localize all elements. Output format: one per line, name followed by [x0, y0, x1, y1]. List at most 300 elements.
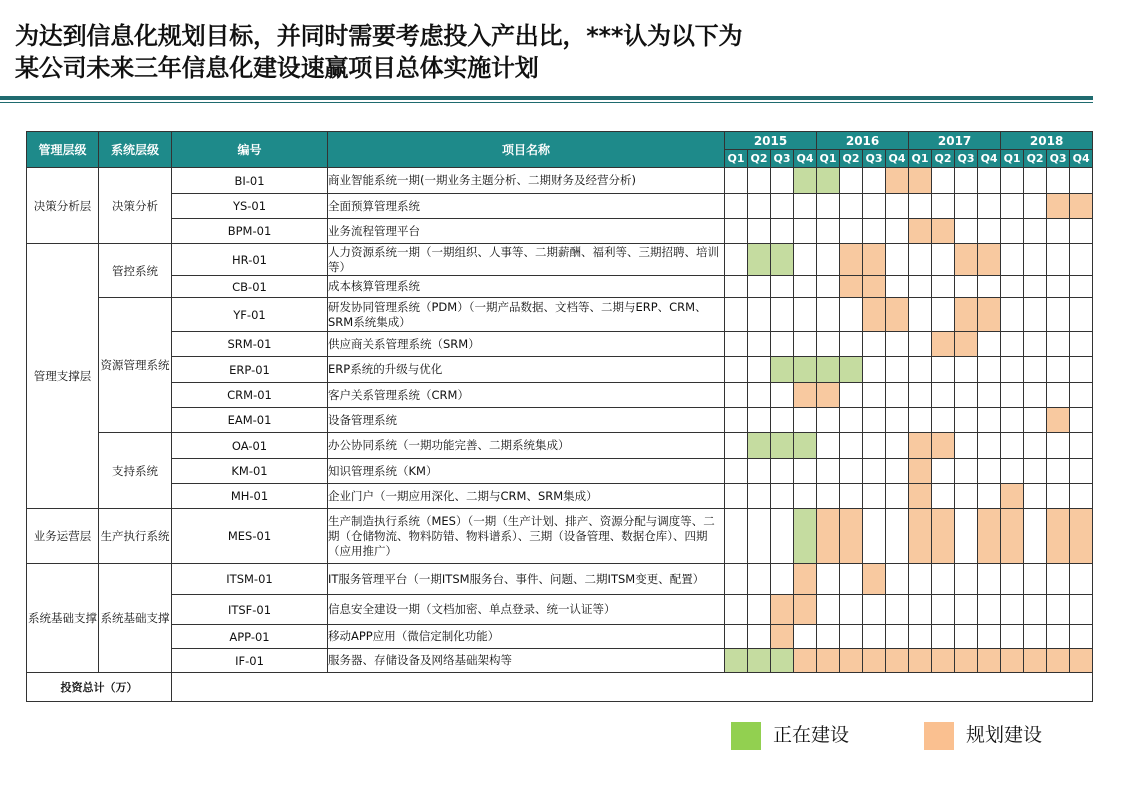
timeline-cell-in-progress: [748, 244, 771, 276]
timeline-cell-empty: [1070, 408, 1093, 433]
timeline-cell-empty: [794, 219, 817, 244]
project-code: CB-01: [172, 276, 328, 298]
timeline-cell-empty: [978, 408, 1001, 433]
timeline-cell-empty: [748, 484, 771, 509]
timeline-cell-in-progress: [817, 168, 840, 194]
timeline-cell-empty: [1024, 298, 1047, 332]
project-code: ITSF-01: [172, 595, 328, 625]
timeline-cell-empty: [1047, 168, 1070, 194]
timeline-cell-empty: [863, 459, 886, 484]
timeline-cell-empty: [817, 564, 840, 595]
quarter-header: Q1: [725, 150, 748, 168]
timeline-cell-planned: [863, 649, 886, 673]
timeline-cell-empty: [725, 357, 748, 383]
table-row: [27, 649, 1093, 673]
project-name: 办公协同系统（一期功能完善、二期系统集成）: [328, 433, 725, 459]
timeline-cell-empty: [955, 408, 978, 433]
project-name: ERP系统的升级与优化: [328, 357, 725, 383]
timeline-cell-planned: [863, 244, 886, 276]
timeline-cell-empty: [909, 276, 932, 298]
timeline-cell-empty: [1070, 433, 1093, 459]
project-code: MES-01: [172, 509, 328, 564]
timeline-cell-empty: [771, 194, 794, 219]
project-name: 商业智能系统一期(一期业务主题分析、二期财务及经营分析): [328, 168, 725, 194]
timeline-cell-empty: [932, 383, 955, 408]
timeline-cell-empty: [863, 332, 886, 357]
timeline-cell-empty: [725, 408, 748, 433]
timeline-cell-empty: [1001, 194, 1024, 219]
timeline-cell-empty: [886, 194, 909, 219]
timeline-cell-planned: [955, 332, 978, 357]
timeline-cell-planned: [932, 219, 955, 244]
table-row: [27, 484, 1093, 509]
timeline-cell-empty: [886, 564, 909, 595]
header-mgmt-level: 管理层级: [27, 132, 99, 168]
timeline-cell-empty: [1024, 459, 1047, 484]
timeline-cell-empty: [725, 459, 748, 484]
timeline-cell-empty: [886, 276, 909, 298]
quarter-header: Q3: [771, 150, 794, 168]
project-code: CRM-01: [172, 383, 328, 408]
timeline-cell-empty: [863, 408, 886, 433]
project-name: 供应商关系管理系统（SRM）: [328, 332, 725, 357]
table-row: [27, 408, 1093, 433]
legend-label-planned: 规划建设: [966, 724, 1043, 746]
mgmt-level-cell: 业务运营层: [27, 509, 99, 564]
timeline-cell-planned: [932, 509, 955, 564]
timeline-cell-in-progress: [794, 509, 817, 564]
table-row: [27, 298, 1093, 332]
timeline-cell-empty: [748, 509, 771, 564]
quarter-header: Q4: [886, 150, 909, 168]
timeline-cell-planned: [794, 649, 817, 673]
timeline-cell-empty: [1024, 194, 1047, 219]
timeline-cell-empty: [932, 459, 955, 484]
mgmt-level-cell: 管理支撑层: [27, 244, 99, 509]
sys-level-cell: 资源管理系统: [99, 298, 172, 433]
timeline-cell-empty: [817, 625, 840, 649]
timeline-cell-empty: [863, 484, 886, 509]
timeline-cell-empty: [886, 484, 909, 509]
timeline-cell-planned: [840, 509, 863, 564]
quarter-header: Q1: [1001, 150, 1024, 168]
timeline-cell-empty: [725, 298, 748, 332]
timeline-cell-empty: [1070, 459, 1093, 484]
table-row: [27, 332, 1093, 357]
timeline-cell-empty: [725, 244, 748, 276]
legend-swatch-planned: [924, 722, 954, 750]
timeline-cell-planned: [886, 168, 909, 194]
timeline-cell-empty: [1024, 484, 1047, 509]
timeline-cell-planned: [1024, 649, 1047, 673]
timeline-cell-empty: [771, 383, 794, 408]
timeline-cell-empty: [1047, 625, 1070, 649]
timeline-cell-empty: [1001, 625, 1024, 649]
timeline-cell-empty: [840, 168, 863, 194]
timeline-cell-empty: [909, 408, 932, 433]
header-name: 项目名称: [328, 132, 725, 168]
timeline-cell-empty: [886, 595, 909, 625]
timeline-cell-empty: [863, 383, 886, 408]
sys-level-cell: 管控系统: [99, 244, 172, 298]
legend-label-in-progress: 正在建设: [773, 724, 850, 746]
title-line-1: 为达到信息化规划目标，并同时需要考虑投入产出比，***认为以下为: [15, 22, 743, 50]
timeline-cell-in-progress: [771, 433, 794, 459]
timeline-cell-empty: [955, 433, 978, 459]
timeline-cell-empty: [886, 383, 909, 408]
timeline-cell-planned: [794, 564, 817, 595]
timeline-cell-empty: [725, 383, 748, 408]
project-code: MH-01: [172, 484, 328, 509]
timeline-cell-empty: [863, 194, 886, 219]
timeline-cell-empty: [1047, 219, 1070, 244]
quarter-header: Q3: [863, 150, 886, 168]
project-code: SRM-01: [172, 332, 328, 357]
project-name: 业务流程管理平台: [328, 219, 725, 244]
title-divider: [0, 96, 1093, 100]
timeline-cell-planned: [840, 244, 863, 276]
timeline-cell-in-progress: [725, 649, 748, 673]
year-header: 2016: [817, 132, 909, 150]
timeline-cell-empty: [725, 595, 748, 625]
mgmt-level-cell: 决策分析层: [27, 168, 99, 244]
timeline-cell-planned: [909, 484, 932, 509]
timeline-cell-empty: [886, 357, 909, 383]
timeline-cell-in-progress: [748, 433, 771, 459]
timeline-cell-planned: [1070, 509, 1093, 564]
timeline-cell-empty: [840, 433, 863, 459]
timeline-cell-planned: [909, 433, 932, 459]
timeline-cell-planned: [978, 509, 1001, 564]
project-name: 人力资源系统一期（一期组织、人事等、二期薪酬、福利等、三期招聘、培训等）: [328, 244, 725, 276]
page-title: [15, 20, 742, 84]
timeline-cell-empty: [840, 484, 863, 509]
timeline-cell-empty: [1047, 244, 1070, 276]
timeline-cell-planned: [932, 649, 955, 673]
timeline-cell-empty: [909, 332, 932, 357]
timeline-cell-empty: [932, 484, 955, 509]
timeline-cell-empty: [1001, 298, 1024, 332]
timeline-cell-empty: [748, 219, 771, 244]
timeline-cell-empty: [840, 625, 863, 649]
timeline-cell-planned: [909, 509, 932, 564]
quarter-header: Q2: [1024, 150, 1047, 168]
timeline-cell-empty: [725, 168, 748, 194]
timeline-cell-empty: [1001, 564, 1024, 595]
timeline-cell-planned: [978, 298, 1001, 332]
timeline-cell-planned: [1070, 194, 1093, 219]
timeline-cell-planned: [1070, 649, 1093, 673]
timeline-cell-in-progress: [771, 357, 794, 383]
timeline-cell-empty: [955, 383, 978, 408]
timeline-cell-empty: [955, 357, 978, 383]
timeline-cell-empty: [817, 194, 840, 219]
timeline-cell-empty: [794, 194, 817, 219]
year-header: 2018: [1001, 132, 1093, 150]
timeline-cell-in-progress: [817, 357, 840, 383]
timeline-cell-empty: [748, 595, 771, 625]
timeline-cell-empty: [1070, 625, 1093, 649]
table-row: [27, 276, 1093, 298]
timeline-cell-empty: [863, 168, 886, 194]
timeline-cell-empty: [886, 459, 909, 484]
project-code: YS-01: [172, 194, 328, 219]
timeline-cell-planned: [863, 276, 886, 298]
timeline-cell-empty: [1024, 408, 1047, 433]
project-code: BPM-01: [172, 219, 328, 244]
timeline-cell-empty: [1001, 595, 1024, 625]
timeline-cell-planned: [1001, 484, 1024, 509]
timeline-cell-empty: [909, 194, 932, 219]
timeline-cell-planned: [863, 298, 886, 332]
sys-level-cell: 系统基础支撑: [99, 564, 172, 673]
timeline-cell-planned: [771, 595, 794, 625]
timeline-cell-planned: [817, 649, 840, 673]
table-row: [27, 168, 1093, 194]
timeline-cell-planned: [1047, 649, 1070, 673]
implementation-plan-table: [26, 131, 1093, 702]
timeline-cell-empty: [863, 433, 886, 459]
quarter-header: Q4: [978, 150, 1001, 168]
table-row: [27, 357, 1093, 383]
quarter-header: Q4: [1070, 150, 1093, 168]
header-sys-level: 系统层级: [99, 132, 172, 168]
timeline-cell-empty: [794, 459, 817, 484]
timeline-cell-empty: [794, 244, 817, 276]
timeline-cell-empty: [840, 408, 863, 433]
timeline-cell-empty: [1001, 332, 1024, 357]
timeline-cell-planned: [978, 649, 1001, 673]
timeline-cell-empty: [863, 595, 886, 625]
timeline-cell-empty: [1070, 276, 1093, 298]
quarter-header: Q3: [955, 150, 978, 168]
timeline-cell-in-progress: [771, 649, 794, 673]
timeline-cell-empty: [1001, 408, 1024, 433]
timeline-cell-empty: [771, 459, 794, 484]
timeline-cell-empty: [840, 298, 863, 332]
project-code: HR-01: [172, 244, 328, 276]
timeline-cell-empty: [1070, 298, 1093, 332]
timeline-cell-empty: [748, 298, 771, 332]
investment-total-value: [172, 673, 1093, 702]
project-code: APP-01: [172, 625, 328, 649]
investment-total-row: [27, 673, 1093, 702]
timeline-cell-planned: [909, 459, 932, 484]
table-row: [27, 564, 1093, 595]
timeline-cell-planned: [886, 298, 909, 332]
timeline-cell-empty: [886, 509, 909, 564]
timeline-cell-empty: [932, 244, 955, 276]
timeline-cell-empty: [794, 298, 817, 332]
timeline-cell-empty: [794, 332, 817, 357]
timeline-cell-empty: [1024, 509, 1047, 564]
timeline-cell-empty: [909, 383, 932, 408]
timeline-cell-empty: [840, 459, 863, 484]
timeline-cell-empty: [1070, 168, 1093, 194]
timeline-cell-empty: [771, 332, 794, 357]
timeline-cell-empty: [932, 595, 955, 625]
timeline-cell-empty: [771, 298, 794, 332]
timeline-cell-in-progress: [794, 433, 817, 459]
timeline-cell-empty: [955, 484, 978, 509]
timeline-cell-empty: [748, 276, 771, 298]
timeline-cell-empty: [725, 194, 748, 219]
timeline-cell-empty: [932, 298, 955, 332]
timeline-cell-empty: [1070, 332, 1093, 357]
quarter-header: Q3: [1047, 150, 1070, 168]
timeline-cell-empty: [817, 433, 840, 459]
timeline-cell-empty: [909, 595, 932, 625]
timeline-cell-empty: [978, 484, 1001, 509]
timeline-cell-empty: [1024, 625, 1047, 649]
timeline-cell-empty: [1001, 168, 1024, 194]
timeline-cell-empty: [955, 459, 978, 484]
project-code: BI-01: [172, 168, 328, 194]
timeline-cell-planned: [771, 625, 794, 649]
timeline-cell-empty: [863, 625, 886, 649]
timeline-cell-empty: [932, 564, 955, 595]
timeline-cell-empty: [771, 509, 794, 564]
timeline-cell-empty: [1047, 459, 1070, 484]
timeline-cell-empty: [1001, 433, 1024, 459]
timeline-cell-empty: [1024, 276, 1047, 298]
table-row: [27, 459, 1093, 484]
timeline-cell-planned: [1047, 408, 1070, 433]
timeline-cell-empty: [1001, 244, 1024, 276]
timeline-cell-empty: [1024, 168, 1047, 194]
timeline-cell-planned: [932, 433, 955, 459]
timeline-cell-empty: [840, 219, 863, 244]
project-name: 信息安全建设一期（文档加密、单点登录、统一认证等）: [328, 595, 725, 625]
timeline-cell-empty: [955, 564, 978, 595]
project-name: 移动APP应用（微信定制化功能）: [328, 625, 725, 649]
timeline-cell-planned: [1001, 649, 1024, 673]
timeline-cell-empty: [955, 509, 978, 564]
timeline-cell-in-progress: [794, 168, 817, 194]
timeline-cell-empty: [1047, 484, 1070, 509]
timeline-cell-empty: [932, 408, 955, 433]
year-header: 2017: [909, 132, 1001, 150]
project-code: KM-01: [172, 459, 328, 484]
quarter-header: Q4: [794, 150, 817, 168]
timeline-cell-planned: [840, 649, 863, 673]
timeline-cell-empty: [725, 332, 748, 357]
timeline-cell-empty: [794, 484, 817, 509]
timeline-cell-planned: [909, 219, 932, 244]
project-code: ITSM-01: [172, 564, 328, 595]
timeline-cell-empty: [955, 595, 978, 625]
timeline-cell-empty: [978, 459, 1001, 484]
timeline-cell-planned: [840, 276, 863, 298]
table-row: [27, 219, 1093, 244]
quarter-header: Q2: [840, 150, 863, 168]
timeline-cell-empty: [840, 595, 863, 625]
timeline-cell-empty: [909, 244, 932, 276]
timeline-cell-empty: [886, 625, 909, 649]
table-row: [27, 595, 1093, 625]
timeline-cell-in-progress: [748, 649, 771, 673]
timeline-cell-empty: [771, 276, 794, 298]
timeline-cell-empty: [1047, 298, 1070, 332]
timeline-cell-empty: [978, 276, 1001, 298]
timeline-cell-empty: [1070, 219, 1093, 244]
quarter-header: Q1: [909, 150, 932, 168]
timeline-cell-planned: [1001, 509, 1024, 564]
timeline-cell-empty: [1001, 219, 1024, 244]
timeline-cell-empty: [978, 383, 1001, 408]
timeline-cell-planned: [1047, 509, 1070, 564]
title-divider-thin: [0, 102, 1093, 103]
timeline-cell-empty: [771, 408, 794, 433]
timeline-cell-empty: [1070, 564, 1093, 595]
timeline-cell-empty: [978, 194, 1001, 219]
timeline-cell-empty: [955, 168, 978, 194]
project-code: ERP-01: [172, 357, 328, 383]
timeline-cell-empty: [748, 168, 771, 194]
timeline-cell-empty: [1047, 357, 1070, 383]
table-row: [27, 625, 1093, 649]
timeline-cell-empty: [886, 219, 909, 244]
timeline-cell-empty: [1047, 564, 1070, 595]
timeline-cell-empty: [725, 433, 748, 459]
timeline-cell-empty: [725, 484, 748, 509]
timeline-cell-planned: [955, 649, 978, 673]
timeline-cell-empty: [1070, 244, 1093, 276]
timeline-cell-empty: [955, 625, 978, 649]
timeline-cell-empty: [1047, 332, 1070, 357]
project-name: 知识管理系统（KM）: [328, 459, 725, 484]
timeline-cell-empty: [978, 219, 1001, 244]
timeline-cell-empty: [1001, 357, 1024, 383]
timeline-cell-planned: [817, 383, 840, 408]
timeline-cell-empty: [886, 244, 909, 276]
timeline-cell-empty: [817, 332, 840, 357]
timeline-cell-empty: [1024, 595, 1047, 625]
timeline-cell-empty: [725, 276, 748, 298]
timeline-cell-empty: [748, 357, 771, 383]
timeline-cell-empty: [978, 168, 1001, 194]
timeline-cell-empty: [1070, 595, 1093, 625]
timeline-cell-empty: [1024, 383, 1047, 408]
timeline-cell-empty: [1070, 484, 1093, 509]
timeline-cell-empty: [863, 509, 886, 564]
timeline-cell-empty: [1001, 459, 1024, 484]
timeline-cell-empty: [1024, 219, 1047, 244]
timeline-cell-empty: [886, 408, 909, 433]
project-name: 企业门户（一期应用深化、二期与CRM、SRM集成）: [328, 484, 725, 509]
table-row: [27, 194, 1093, 219]
timeline-cell-empty: [932, 276, 955, 298]
timeline-cell-empty: [978, 595, 1001, 625]
timeline-cell-empty: [771, 168, 794, 194]
timeline-cell-planned: [1047, 194, 1070, 219]
timeline-cell-empty: [909, 357, 932, 383]
timeline-cell-planned: [909, 649, 932, 673]
timeline-cell-empty: [840, 564, 863, 595]
table-row: [27, 509, 1093, 564]
title-line-2: 某公司未来三年信息化建设速赢项目总体实施计划: [15, 54, 539, 82]
header-code: 编号: [172, 132, 328, 168]
timeline-cell-empty: [978, 433, 1001, 459]
project-name: 设备管理系统: [328, 408, 725, 433]
timeline-cell-planned: [886, 649, 909, 673]
timeline-cell-empty: [817, 276, 840, 298]
project-code: IF-01: [172, 649, 328, 673]
timeline-cell-empty: [863, 357, 886, 383]
legend-swatch-in-progress: [731, 722, 761, 750]
timeline-cell-empty: [1024, 332, 1047, 357]
timeline-cell-planned: [955, 298, 978, 332]
